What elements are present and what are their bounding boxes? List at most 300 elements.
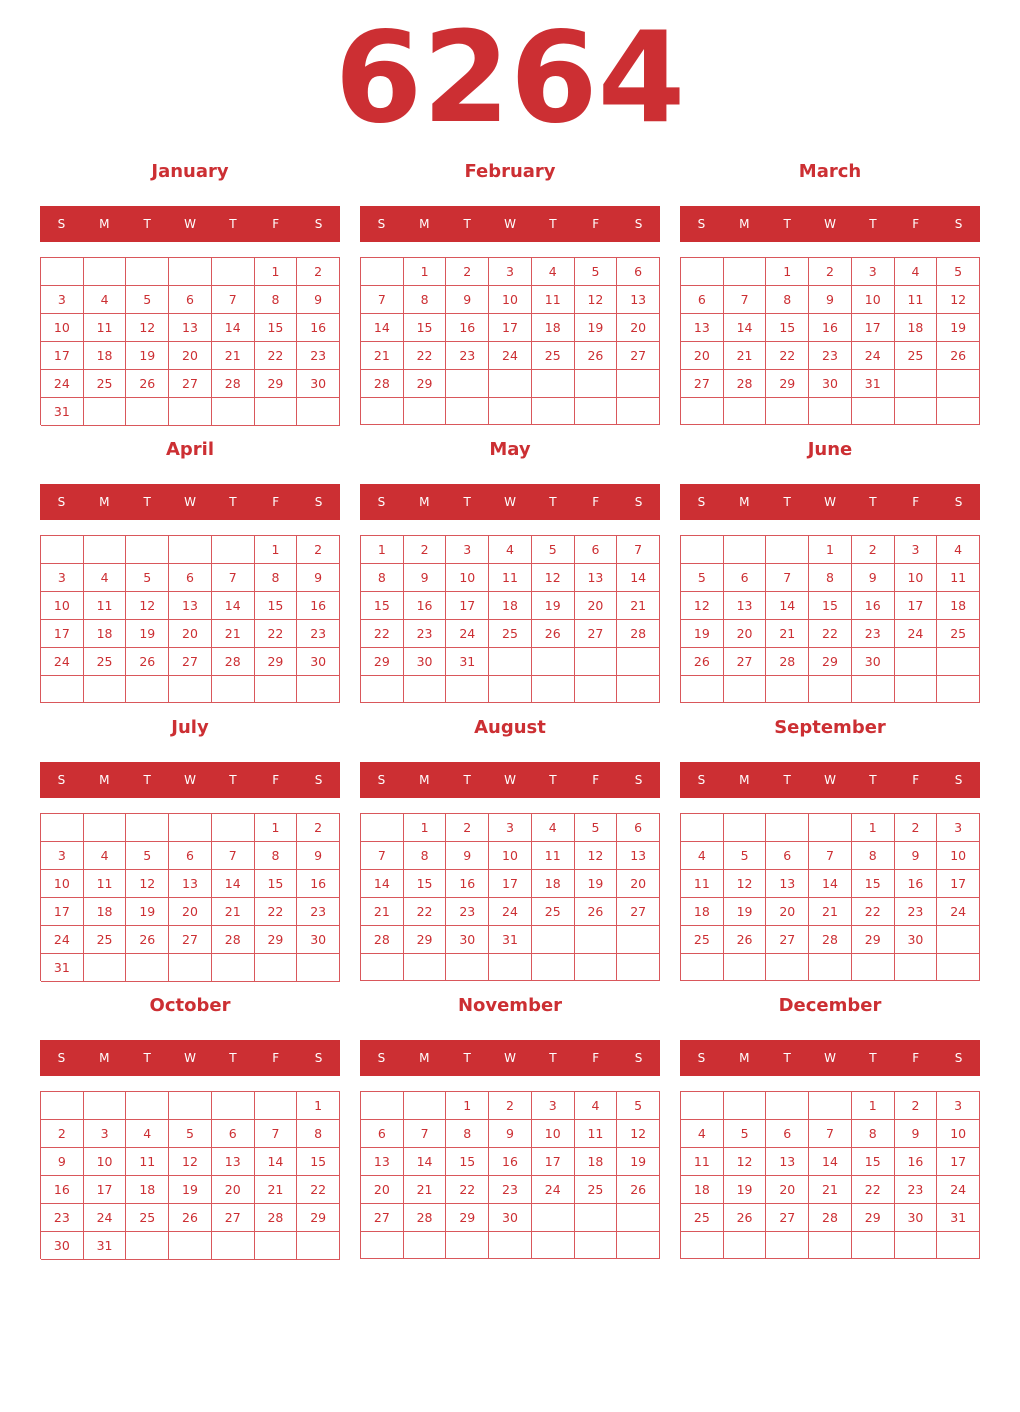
- empty-day-cell: [489, 370, 532, 398]
- day-cell: 23: [446, 342, 489, 370]
- day-cell: 24: [937, 898, 980, 926]
- empty-day-cell: [255, 398, 298, 426]
- day-cell: 8: [809, 564, 852, 592]
- day-cell: 24: [84, 1204, 127, 1232]
- day-cell: 9: [489, 1120, 532, 1148]
- day-cell: 27: [766, 926, 809, 954]
- weekday-label: S: [954, 495, 963, 509]
- month-july: [40, 716, 340, 986]
- day-cell: 12: [617, 1120, 660, 1148]
- day-cell: 25: [937, 620, 980, 648]
- empty-day-cell: [212, 398, 255, 426]
- day-cell: 5: [575, 258, 618, 286]
- day-cell: 29: [255, 370, 298, 398]
- day-cell: 14: [212, 870, 255, 898]
- empty-day-cell: [575, 398, 618, 425]
- day-cell: 27: [169, 926, 212, 954]
- empty-day-cell: [361, 676, 404, 703]
- empty-day-cell: [126, 1092, 169, 1120]
- day-cell: 18: [84, 620, 127, 648]
- day-cell: 3: [937, 814, 980, 842]
- day-cell: 10: [937, 842, 980, 870]
- empty-day-cell: [255, 676, 298, 703]
- day-cell: 3: [937, 1092, 980, 1120]
- day-cell: 16: [809, 314, 852, 342]
- day-cell: 4: [937, 536, 980, 564]
- day-cell: 8: [766, 286, 809, 314]
- day-cell: 28: [212, 648, 255, 676]
- day-cell: 28: [766, 648, 809, 676]
- empty-day-cell: [532, 648, 575, 676]
- day-cell: 8: [361, 564, 404, 592]
- empty-day-cell: [489, 676, 532, 703]
- day-cell: 17: [41, 898, 84, 926]
- day-cell: 25: [489, 620, 532, 648]
- day-cell: 4: [532, 814, 575, 842]
- day-cell: 30: [895, 1204, 938, 1232]
- day-cell: 12: [575, 286, 618, 314]
- day-cell: 5: [575, 814, 618, 842]
- day-cell: 2: [297, 258, 340, 286]
- day-cell: 22: [404, 898, 447, 926]
- weekday-label: M: [99, 773, 110, 787]
- day-grid: [360, 535, 660, 703]
- month-name: February: [464, 161, 556, 182]
- day-cell: 16: [41, 1176, 84, 1204]
- day-cell: 7: [212, 564, 255, 592]
- day-cell: 22: [255, 620, 298, 648]
- day-grid: [680, 1091, 980, 1259]
- day-cell: 27: [169, 648, 212, 676]
- day-cell: 30: [41, 1232, 84, 1260]
- empty-day-cell: [681, 676, 724, 703]
- day-cell: 30: [852, 648, 895, 676]
- weekday-header: [680, 762, 980, 798]
- month-name: June: [807, 439, 853, 460]
- day-cell: 29: [766, 370, 809, 398]
- day-cell: 2: [895, 1092, 938, 1120]
- day-cell: 10: [41, 314, 84, 342]
- day-cell: 28: [212, 926, 255, 954]
- day-cell: 5: [681, 564, 724, 592]
- weekday-label: W: [184, 217, 196, 231]
- day-cell: 27: [766, 1204, 809, 1232]
- day-cell: 24: [41, 648, 84, 676]
- day-cell: 14: [212, 592, 255, 620]
- month-march: [680, 160, 980, 430]
- day-cell: 28: [404, 1204, 447, 1232]
- day-cell: 12: [126, 314, 169, 342]
- day-cell: 20: [617, 314, 660, 342]
- weekday-header: [40, 206, 340, 242]
- empty-day-cell: [126, 398, 169, 426]
- weekday-label: S: [377, 495, 386, 509]
- day-cell: 11: [681, 1148, 724, 1176]
- day-cell: 20: [681, 342, 724, 370]
- month-november: [360, 994, 660, 1264]
- day-cell: 17: [852, 314, 895, 342]
- day-cell: 17: [489, 870, 532, 898]
- weekday-label: M: [419, 495, 430, 509]
- empty-day-cell: [681, 1092, 724, 1120]
- empty-day-cell: [297, 954, 340, 982]
- day-cell: 21: [212, 342, 255, 370]
- empty-day-cell: [895, 370, 938, 398]
- day-cell: 22: [297, 1176, 340, 1204]
- empty-day-cell: [852, 398, 895, 425]
- day-cell: 24: [489, 898, 532, 926]
- day-cell: 14: [212, 314, 255, 342]
- empty-day-cell: [212, 954, 255, 982]
- day-cell: 11: [126, 1148, 169, 1176]
- day-cell: 25: [84, 926, 127, 954]
- empty-day-cell: [575, 648, 618, 676]
- day-cell: 27: [361, 1204, 404, 1232]
- day-cell: 11: [681, 870, 724, 898]
- day-cell: 7: [212, 286, 255, 314]
- day-cell: 29: [255, 648, 298, 676]
- day-cell: 17: [446, 592, 489, 620]
- day-cell: 11: [84, 870, 127, 898]
- empty-day-cell: [809, 1092, 852, 1120]
- day-cell: 2: [297, 536, 340, 564]
- empty-day-cell: [212, 536, 255, 564]
- day-cell: 22: [255, 898, 298, 926]
- weekday-label: M: [99, 1051, 110, 1065]
- day-cell: 12: [126, 592, 169, 620]
- day-cell: 10: [84, 1148, 127, 1176]
- day-cell: 4: [84, 286, 127, 314]
- day-cell: 31: [489, 926, 532, 954]
- day-cell: 15: [361, 592, 404, 620]
- empty-day-cell: [575, 1204, 618, 1232]
- day-cell: 7: [255, 1120, 298, 1148]
- empty-day-cell: [169, 1092, 212, 1120]
- weekday-label: T: [783, 1051, 791, 1065]
- month-name: January: [151, 161, 229, 182]
- empty-day-cell: [852, 954, 895, 981]
- weekday-label: M: [739, 217, 750, 231]
- day-cell: 8: [255, 842, 298, 870]
- day-cell: 22: [852, 898, 895, 926]
- day-cell: 14: [255, 1148, 298, 1176]
- empty-day-cell: [937, 954, 980, 981]
- empty-day-cell: [766, 536, 809, 564]
- day-cell: 5: [617, 1092, 660, 1120]
- empty-day-cell: [766, 1092, 809, 1120]
- day-cell: 1: [852, 814, 895, 842]
- day-cell: 25: [575, 1176, 618, 1204]
- day-cell: 20: [766, 1176, 809, 1204]
- empty-day-cell: [84, 954, 127, 982]
- day-cell: 22: [766, 342, 809, 370]
- empty-day-cell: [255, 1232, 298, 1260]
- day-grid: [40, 535, 340, 703]
- weekday-label: F: [272, 495, 280, 509]
- day-cell: 12: [724, 1148, 767, 1176]
- day-cell: 4: [126, 1120, 169, 1148]
- empty-day-cell: [937, 648, 980, 676]
- day-cell: 4: [489, 536, 532, 564]
- day-cell: 18: [681, 1176, 724, 1204]
- day-cell: 20: [212, 1176, 255, 1204]
- day-cell: 6: [617, 258, 660, 286]
- day-cell: 1: [446, 1092, 489, 1120]
- day-cell: 18: [84, 898, 127, 926]
- day-cell: 11: [532, 286, 575, 314]
- day-cell: 18: [532, 314, 575, 342]
- empty-day-cell: [724, 954, 767, 981]
- day-cell: 26: [532, 620, 575, 648]
- empty-day-cell: [404, 1092, 447, 1120]
- day-cell: 20: [575, 592, 618, 620]
- day-grid: [40, 813, 340, 981]
- day-cell: 8: [852, 1120, 895, 1148]
- weekday-label: S: [377, 217, 386, 231]
- empty-day-cell: [361, 1232, 404, 1259]
- empty-day-cell: [84, 676, 127, 703]
- day-cell: 11: [937, 564, 980, 592]
- day-cell: 2: [489, 1092, 532, 1120]
- day-cell: 26: [617, 1176, 660, 1204]
- empty-day-cell: [617, 1204, 660, 1232]
- day-cell: 18: [126, 1176, 169, 1204]
- day-cell: 22: [446, 1176, 489, 1204]
- weekday-label: F: [272, 217, 280, 231]
- day-cell: 9: [895, 1120, 938, 1148]
- empty-day-cell: [41, 814, 84, 842]
- empty-day-cell: [169, 676, 212, 703]
- day-cell: 4: [681, 842, 724, 870]
- day-cell: 25: [532, 342, 575, 370]
- day-cell: 21: [617, 592, 660, 620]
- weekday-label: S: [57, 495, 66, 509]
- day-cell: 19: [724, 1176, 767, 1204]
- day-cell: 21: [724, 342, 767, 370]
- weekday-label: S: [57, 217, 66, 231]
- empty-day-cell: [297, 398, 340, 426]
- weekday-header: [360, 762, 660, 798]
- day-cell: 3: [489, 814, 532, 842]
- day-cell: 25: [84, 370, 127, 398]
- day-cell: 18: [895, 314, 938, 342]
- weekday-label: S: [314, 217, 323, 231]
- day-cell: 30: [895, 926, 938, 954]
- day-cell: 16: [404, 592, 447, 620]
- month-name: May: [489, 439, 531, 460]
- day-cell: 6: [212, 1120, 255, 1148]
- day-cell: 15: [255, 870, 298, 898]
- weekday-label: W: [504, 773, 516, 787]
- day-cell: 25: [532, 898, 575, 926]
- weekday-label: S: [634, 1051, 643, 1065]
- weekday-label: F: [912, 495, 920, 509]
- day-cell: 28: [361, 926, 404, 954]
- day-cell: 12: [575, 842, 618, 870]
- empty-day-cell: [617, 398, 660, 425]
- weekday-label: T: [869, 1051, 877, 1065]
- day-cell: 30: [489, 1204, 532, 1232]
- day-cell: 19: [169, 1176, 212, 1204]
- month-june: [680, 438, 980, 708]
- day-cell: 5: [126, 564, 169, 592]
- day-cell: 22: [809, 620, 852, 648]
- day-cell: 10: [489, 286, 532, 314]
- day-cell: 19: [126, 898, 169, 926]
- day-cell: 26: [169, 1204, 212, 1232]
- day-cell: 22: [852, 1176, 895, 1204]
- empty-day-cell: [681, 536, 724, 564]
- empty-day-cell: [41, 676, 84, 703]
- day-cell: 17: [489, 314, 532, 342]
- empty-day-cell: [212, 1232, 255, 1260]
- day-cell: 21: [255, 1176, 298, 1204]
- day-cell: 29: [404, 370, 447, 398]
- month-name: November: [457, 995, 563, 1016]
- day-cell: 28: [212, 370, 255, 398]
- day-cell: 9: [446, 842, 489, 870]
- weekday-label: T: [783, 495, 791, 509]
- day-cell: 7: [809, 842, 852, 870]
- day-cell: 3: [446, 536, 489, 564]
- day-cell: 12: [937, 286, 980, 314]
- day-cell: 28: [809, 926, 852, 954]
- empty-day-cell: [532, 926, 575, 954]
- day-cell: 26: [126, 370, 169, 398]
- day-cell: 6: [766, 842, 809, 870]
- day-cell: 10: [41, 870, 84, 898]
- day-cell: 30: [297, 648, 340, 676]
- weekday-label: M: [99, 217, 110, 231]
- day-cell: 15: [852, 870, 895, 898]
- weekday-label: S: [314, 773, 323, 787]
- day-cell: 4: [575, 1092, 618, 1120]
- day-cell: 5: [724, 842, 767, 870]
- empty-day-cell: [724, 1092, 767, 1120]
- day-cell: 25: [126, 1204, 169, 1232]
- day-cell: 16: [297, 592, 340, 620]
- empty-day-cell: [532, 398, 575, 425]
- empty-day-cell: [212, 676, 255, 703]
- day-cell: 15: [809, 592, 852, 620]
- weekday-label: F: [272, 773, 280, 787]
- empty-day-cell: [809, 676, 852, 703]
- empty-day-cell: [532, 954, 575, 981]
- day-cell: 31: [41, 398, 84, 426]
- empty-day-cell: [937, 926, 980, 954]
- weekday-label: S: [697, 217, 706, 231]
- day-cell: 14: [724, 314, 767, 342]
- empty-day-cell: [404, 1232, 447, 1259]
- day-cell: 1: [255, 536, 298, 564]
- day-cell: 29: [809, 648, 852, 676]
- day-cell: 11: [84, 592, 127, 620]
- day-cell: 11: [575, 1120, 618, 1148]
- weekday-label: W: [504, 217, 516, 231]
- weekday-label: T: [869, 217, 877, 231]
- day-cell: 23: [852, 620, 895, 648]
- day-cell: 13: [169, 870, 212, 898]
- day-cell: 15: [404, 314, 447, 342]
- month-october: [40, 994, 340, 1264]
- day-cell: 11: [532, 842, 575, 870]
- weekday-label: S: [634, 495, 643, 509]
- day-cell: 13: [617, 286, 660, 314]
- weekday-label: T: [229, 217, 237, 231]
- empty-day-cell: [489, 1232, 532, 1259]
- weekday-label: T: [229, 495, 237, 509]
- weekday-label: F: [592, 495, 600, 509]
- day-cell: 4: [84, 564, 127, 592]
- day-cell: 4: [532, 258, 575, 286]
- empty-day-cell: [489, 398, 532, 425]
- weekday-label: W: [504, 1051, 516, 1065]
- day-cell: 30: [446, 926, 489, 954]
- day-cell: 29: [404, 926, 447, 954]
- day-cell: 29: [361, 648, 404, 676]
- weekday-label: M: [739, 1051, 750, 1065]
- day-cell: 6: [617, 814, 660, 842]
- weekday-label: T: [783, 773, 791, 787]
- day-cell: 30: [809, 370, 852, 398]
- day-cell: 1: [404, 258, 447, 286]
- empty-day-cell: [895, 676, 938, 703]
- day-cell: 25: [84, 648, 127, 676]
- month-may: [360, 438, 660, 708]
- day-cell: 3: [489, 258, 532, 286]
- day-cell: 17: [41, 620, 84, 648]
- empty-day-cell: [361, 954, 404, 981]
- empty-day-cell: [169, 398, 212, 426]
- day-cell: 10: [41, 592, 84, 620]
- day-cell: 7: [809, 1120, 852, 1148]
- empty-day-cell: [126, 954, 169, 982]
- day-cell: 27: [617, 898, 660, 926]
- weekday-label: M: [419, 1051, 430, 1065]
- day-cell: 13: [169, 314, 212, 342]
- day-cell: 9: [297, 564, 340, 592]
- month-name: September: [774, 717, 886, 738]
- weekday-label: T: [463, 773, 471, 787]
- weekday-label: W: [824, 773, 836, 787]
- weekday-label: M: [419, 217, 430, 231]
- empty-day-cell: [852, 1232, 895, 1259]
- day-cell: 20: [169, 898, 212, 926]
- day-cell: 10: [532, 1120, 575, 1148]
- day-cell: 14: [766, 592, 809, 620]
- day-cell: 4: [681, 1120, 724, 1148]
- day-cell: 15: [766, 314, 809, 342]
- day-cell: 31: [937, 1204, 980, 1232]
- day-cell: 6: [724, 564, 767, 592]
- empty-day-cell: [617, 954, 660, 981]
- day-cell: 13: [724, 592, 767, 620]
- day-cell: 9: [297, 842, 340, 870]
- day-cell: 16: [446, 870, 489, 898]
- weekday-label: W: [184, 773, 196, 787]
- weekday-label: W: [824, 217, 836, 231]
- day-cell: 9: [41, 1148, 84, 1176]
- day-cell: 17: [937, 870, 980, 898]
- day-cell: 10: [895, 564, 938, 592]
- day-cell: 21: [361, 342, 404, 370]
- empty-day-cell: [255, 954, 298, 982]
- empty-day-cell: [446, 676, 489, 703]
- day-cell: 28: [809, 1204, 852, 1232]
- day-cell: 20: [617, 870, 660, 898]
- day-cell: 15: [255, 592, 298, 620]
- day-cell: 12: [681, 592, 724, 620]
